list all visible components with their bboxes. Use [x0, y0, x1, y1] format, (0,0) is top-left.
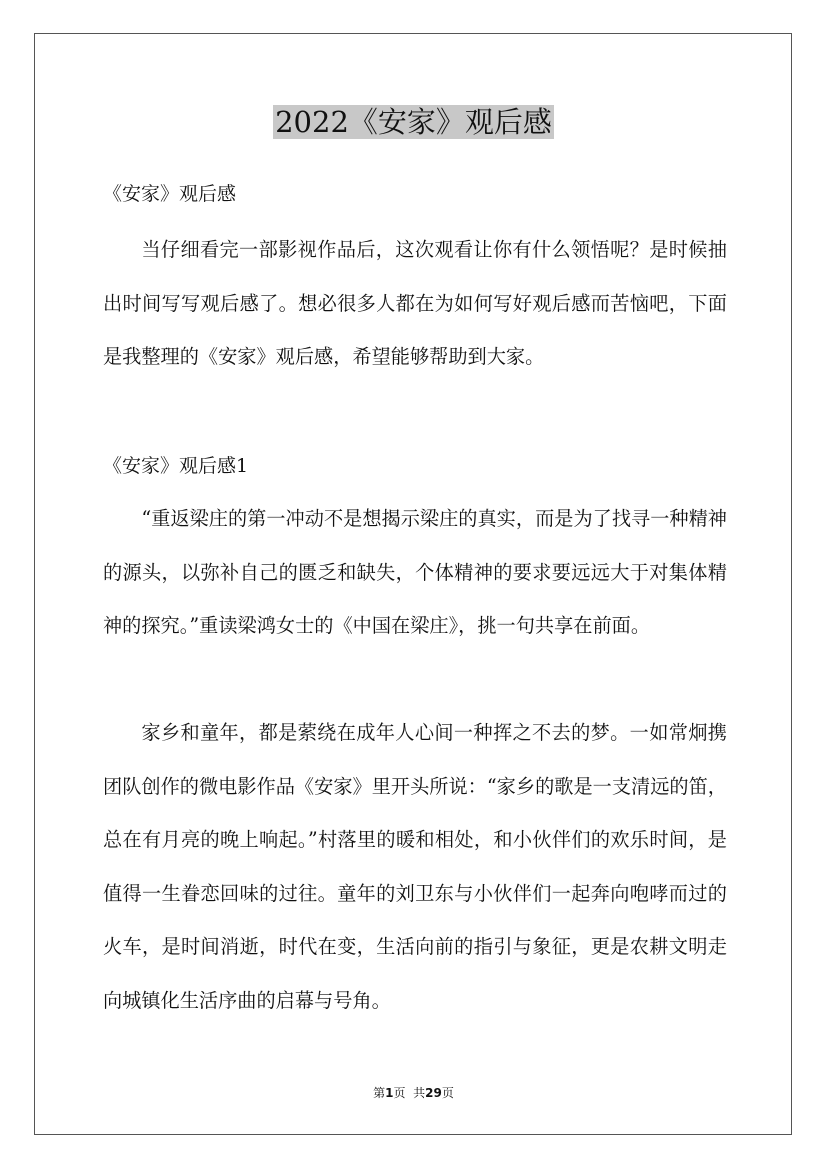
document-title-text: 2022《安家》观后感 — [275, 105, 552, 139]
footer-total-pages: 29 — [425, 1086, 442, 1100]
essay1-paragraph-1: “重返梁庄的第一冲动不是想揭示梁庄的真实，而是为了找寻一种精神的源头，以弥补自己的匮乏和缺失，个体精神的要求要远远大于对集体精神的探究。”重读梁鸿女士的《中国在梁庄》，挑一句共享在前面。 — [103, 507, 727, 637]
intro-paragraph: 当仔细看完一部影视作品后，这次观看让你有什么领悟呢？是时候抽出时间写写观后感了。想必很多人都在为如何写好观后感而苦恼吧，下面是我整理的《安家》观后感，希望能够帮助到大家。 — [103, 238, 727, 368]
footer-page-suffix: 页 — [393, 1086, 406, 1100]
footer-page-number: 1 — [385, 1086, 394, 1100]
essay1-heading: 《安家》观后感1 — [103, 455, 249, 477]
footer-total-suffix: 页 — [441, 1086, 454, 1100]
document-title — [0, 101, 827, 143]
intro-heading: 《安家》观后感 — [103, 183, 237, 205]
footer-total-prefix: 共 — [413, 1086, 426, 1100]
essay1-paragraph-2: 家乡和童年，都是萦绕在成年人心间一种挥之不去的梦。一如常炯携团队创作的微电影作品《安家》里开头所说：“家乡的歌是一支清远的笛，总在有月亮的晚上响起。”村落里的暖和相处，和小伙伴们的欢乐时间，是值得一生眷恋回味的过往。童年的刘卫东与小伙伴们一起奔向咆哮而过的火车，是时间消逝，时代在变，生活向前的指引与象征，更是农耕文明走向城镇化生活序曲的启幕与号角。 — [103, 721, 727, 1012]
page-footer — [0, 1084, 827, 1101]
footer-page-prefix: 第 — [373, 1086, 386, 1100]
